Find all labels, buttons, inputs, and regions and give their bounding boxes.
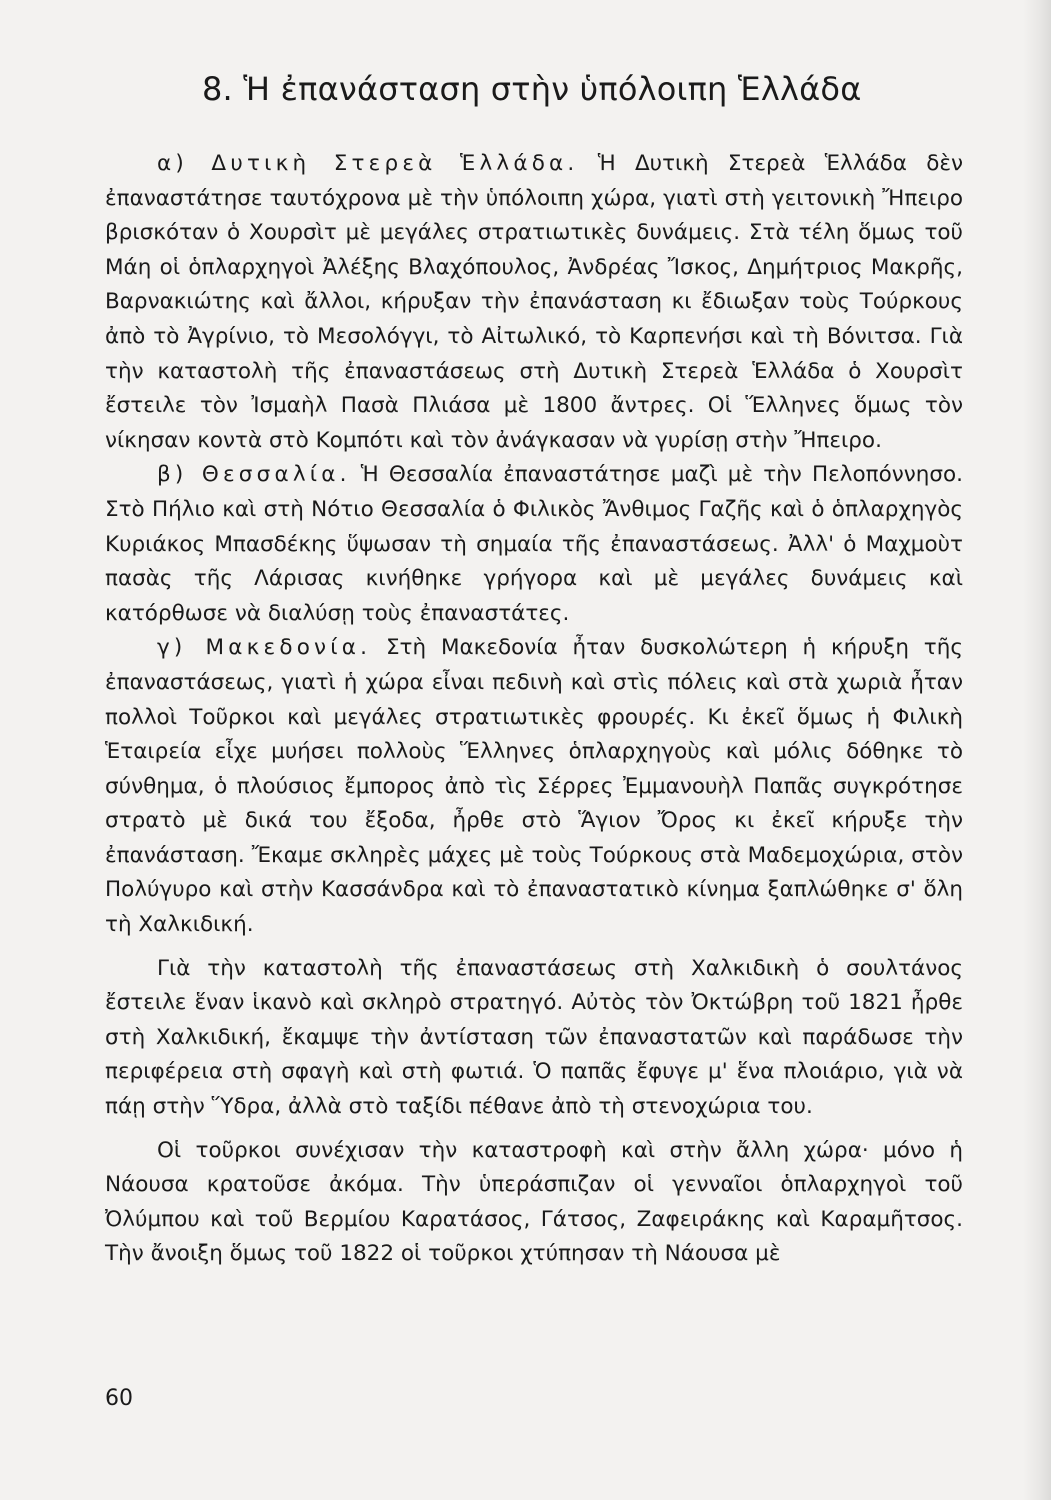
- page-edge-shadow: [1023, 0, 1051, 1500]
- section-text-macedonia: Στὴ Μακεδονία ἦταν δυσκολώτερη ἡ κήρυξη τῆς ἐπαναστάσεως, γιατὶ ἡ χώρα εἶναι πεδινὴ καὶ στὶς πόλεις καὶ στὰ χωριὰ ἦταν πολλοὶ Τοῦρκοι καὶ μεγάλες στρατιωτικὲς φρουρές. Κι ἐκεῖ ὅμως ἡ Φιλικὴ Ἑταιρεία εἶχε μυήσει πολλοὺς Ἕλληνες ὁπλαρχηγοὺς καὶ μόλις δόθηκε τὸ σύνθημα, ὁ πλούσιος ἔμπορος ἀπὸ τὶς Σέρρες Ἐμμανουὴλ Παπᾶς συγκρότησε στρατὸ μὲ δικά του ἔξοδα, ἦρθε στὸ Ἅγιον Ὄρος κι ἐκεῖ κήρυξε τὴν ἐπανάσταση. Ἔκαμε σκληρὲς μάχες μὲ τοὺς Τούρκους στὰ Μαδεμοχώρια, στὸν Πολύγυρο καὶ στὴν Κασσάνδρα καὶ τὸ ἐπαναστατικὸ κίνημα ξαπλώθηκε σ' ὅλη τὴ Χαλκιδική.: [105, 635, 963, 938]
- paragraph-naousa: Οἱ τοῦρκοι συνέχισαν τὴν καταστροφὴ καὶ στὴν ἄλλη χώρα· μόνο ἡ Νάουσα κρατοῦσε ἀκόμα. Τὴν ὑπεράσπιζαν οἱ γενναῖοι ὁπλαρχηγοὶ τοῦ Ὀλύμπου καὶ τοῦ Βερμίου Καρατάσος, Γάτσος, Ζαφειράκης καὶ Καραμῆτσος. Τὴν ἄνοιξη ὅμως τοῦ 1822 οἱ τοῦρκοι χτύπησαν τὴ Νάουσα μὲ: [105, 1137, 963, 1267]
- body-text: [105, 147, 963, 1272]
- chapter-title: 8. Ἡ ἐπανάσταση στὴν ὑπόλοιπη Ἑλλάδα: [202, 70, 862, 108]
- section-western-sterea: [105, 147, 963, 458]
- paragraph-chalkidiki-suppression: Γιὰ τὴν καταστολὴ τῆς ἐπαναστάσεως στὴ Χαλκιδικὴ ὁ σουλτάνος ἔστειλε ἕναν ἱκανὸ καὶ σκληρὸ στρατηγό. Αὐτὸς τὸν Ὀκτώβρη τοῦ 1821 ἦρθε στὴ Χαλκιδική, ἔκαμψε τὴν ἀντίσταση τῶν ἐπαναστατῶν καὶ παράδωσε τὴν περιφέρεια στὴ σφαγὴ καὶ στὴ φωτιά. Ὁ παπᾶς ἔφυγε μ' ἕνα πλοιάριο, γιὰ νὰ πάῃ στὴν Ὕδρα, ἀλλὰ στὸ ταξίδι πέθανε ἀπὸ τὴ στενοχώρια του.: [105, 955, 963, 1120]
- page-number: 60: [105, 1386, 133, 1411]
- section-label-western-sterea: α) Δυτικὴ Στερεὰ Ἑλλάδα.: [157, 151, 579, 176]
- section-text-thessaly: Ἡ Θεσσαλία ἐπαναστάτησε μαζὶ μὲ τὴν Πελοπόννησο. Στὸ Πήλιο καὶ στὴ Νότιο Θεσσαλία ὁ Φιλικὸς Ἄνθιμος Γαζῆς καὶ ὁ ὁπλαρχηγὸς Κυριάκος Μπασδέκης ὕψωσαν τὴ σημαία τῆς ἐπαναστάσεως. Ἀλλ' ὁ Μαχμοὺτ πασὰς τῆς Λάρισας κινήθηκε γρήγορα καὶ μὲ μεγάλες δυνάμεις καὶ κατόρθωσε νὰ διαλύσῃ τοὺς ἐπαναστάτες.: [105, 462, 963, 626]
- section-thessaly: [105, 458, 963, 631]
- section-label-thessaly: β) Θεσσαλία.: [157, 462, 351, 488]
- section-text-western-sterea: Ἡ Δυτικὴ Στερεὰ Ἑλλάδα δὲν ἐπαναστάτησε ταυτόχρονα μὲ τὴν ὑπόλοιπη χώρα, γιατὶ στὴ γειτονικὴ Ἤπειρο βρισκόταν ὁ Χουρσὶτ μὲ μεγάλες στρατιωτικὲς δυνάμεις. Στὰ τέλη ὅμως τοῦ Μάη οἱ ὁπλαρχηγοὶ Ἀλέξης Βλαχόπουλος, Ἀνδρέας Ἴσκος, Δημήτριος Μακρῆς, Βαρνακιώτης καὶ ἄλλοι, κήρυξαν τὴν ἐπανάσταση κι ἔδιωξαν τοὺς Τούρκους ἀπὸ τὸ Ἀγρίνιο, τὸ Μεσολόγγι, τὸ Αἰτωλικό, τὸ Καρπενήσι καὶ τὴ Βόνιτσα. Γιὰ τὴν καταστολὴ τῆς ἐπαναστάσεως στὴ Δυτικὴ Στερεὰ Ἑλλάδα ὁ Χουρσὶτ ἔστειλε τὸν Ἰσμαὴλ Πασὰ Πλιάσα μὲ 1800 ἄντρες. Οἱ Ἕλληνες ὅμως τὸν νίκησαν κοντὰ στὸ Κομπότι καὶ τὸν ἀνάγκασαν νὰ γυρίσῃ στὴν Ἤπειρο.: [105, 151, 964, 453]
- section-label-macedonia: γ) Μακεδονία.: [157, 635, 372, 661]
- section-macedonia: [105, 631, 963, 942]
